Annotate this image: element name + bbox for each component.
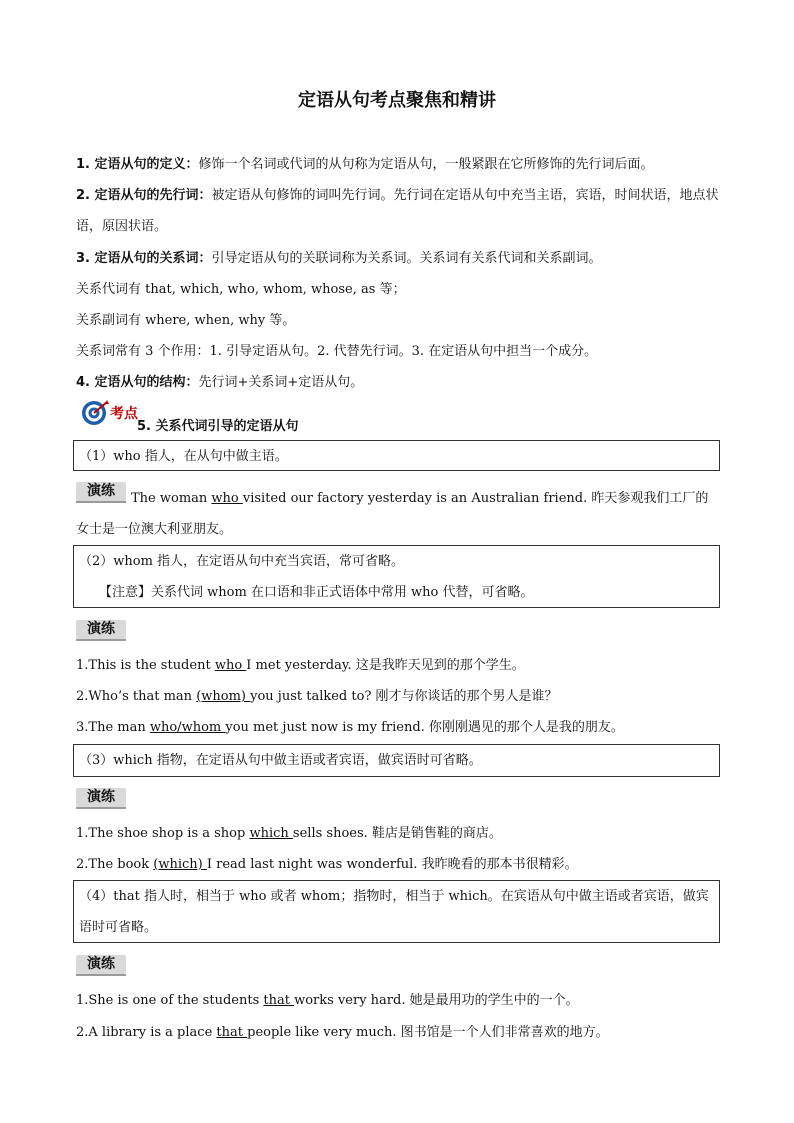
example-that-1: 1.She is one of the students that works very hard. 她是最用功的学生中的一个。 bbox=[76, 993, 579, 1008]
page-title: 定语从句考点聚焦和精讲 bbox=[298, 90, 496, 111]
rule-whom-note: 【注意】关系代词 whom 在口语和非正式语体中常用 who 代替，可省略。 bbox=[99, 585, 534, 600]
practice-label: 演练 bbox=[76, 482, 126, 501]
example-which-2: 2.The book (which) I read last night was wonderful. 我昨晚看的那本书很精彩。 bbox=[76, 857, 578, 872]
rule-whom-text: （2）whom 指人，在定语从句中充当宾语，常可省略。 bbox=[79, 554, 405, 569]
rule-box-who bbox=[73, 440, 720, 471]
definition-text: 修饰一个名词或代词的从句称为定语从句，一般紧跟在它所修饰的先行词后面。 bbox=[198, 157, 654, 172]
rule-box-which bbox=[73, 744, 720, 777]
example-whom-1: 1.This is the student who I met yesterday. 这是我昨天见到的那个学生。 bbox=[76, 658, 525, 673]
section-5-heading: 5. 关系代词引导的定语从句 bbox=[137, 419, 299, 434]
structure-label: 4. 定语从句的结构： bbox=[76, 375, 199, 390]
example-who: The woman who visited our factory yesterday is an Australian friend. 昨天参观我们工厂的女士是一位澳大利亚朋友。 bbox=[76, 491, 709, 537]
definition-label: 1. 定语从句的定义： bbox=[76, 157, 199, 172]
antecedent-text: 被定语从句修饰的词叫先行词。先行词在定语从句中充当主语，宾语，时间状语，地点状语，原因状语。 bbox=[76, 188, 719, 234]
relative-adverbs-line: 关系副词有 where, when, why 等。 bbox=[76, 313, 296, 328]
rule-who-text: （1）who 指人，在从句中做主语。 bbox=[79, 449, 288, 464]
example-which-1: 1.The shoe shop is a shop which sells shoes. 鞋店是销售鞋的商店。 bbox=[76, 826, 502, 841]
target-icon bbox=[80, 399, 110, 427]
practice-label: 演练 bbox=[76, 620, 126, 639]
rule-box-that bbox=[73, 880, 720, 943]
antecedent-label: 2. 定语从句的先行词： bbox=[76, 188, 212, 203]
structure-paragraph bbox=[76, 373, 363, 393]
relative-word-label: 3. 定语从句的关系词： bbox=[76, 251, 212, 266]
relative-pronouns-line: 关系代词有 that, which, who, whom, whose, as 等； bbox=[76, 282, 406, 297]
rule-which-text: （3）which 指物，在定语从句中做主语或者宾语，做宾语时可省略。 bbox=[79, 753, 482, 768]
antecedent-paragraph bbox=[76, 180, 720, 242]
relative-word-paragraph bbox=[76, 249, 602, 269]
kaodian-label: 考点 bbox=[110, 406, 138, 422]
definition-paragraph bbox=[76, 155, 654, 175]
example-whom-2: 2.Who’s that man (whom) you just talked to? 刚才与你谈话的那个男人是谁？ bbox=[76, 689, 558, 704]
rule-box-whom bbox=[73, 545, 720, 608]
example-whom-3: 3.The man who/whom you met just now is my friend. 你刚刚遇见的那个人是我的朋友。 bbox=[76, 720, 624, 735]
rule-that-text: （4）that 指人时，相当于 who 或者 whom；指物时，相当于 which。在宾语从句中做主语或者宾语，做宾语时可省略。 bbox=[79, 889, 709, 935]
structure-text: 先行词+关系词+定语从句。 bbox=[198, 375, 364, 390]
example-that-2: 2.A library is a place that people like very much. 图书馆是一个人们非常喜欢的地方。 bbox=[76, 1025, 609, 1040]
relative-word-underlined: who bbox=[211, 491, 243, 506]
practice-label: 演练 bbox=[76, 955, 126, 974]
relative-word-text: 引导定语从句的关联词称为关系词。关系词有关系代词和关系副词。 bbox=[211, 251, 602, 266]
practice-label: 演练 bbox=[76, 788, 126, 807]
relative-word-functions-line: 关系词常有 3 个作用：1. 引导定语从句。2. 代替先行词。3. 在定语从句中担当一个成分。 bbox=[76, 344, 598, 359]
